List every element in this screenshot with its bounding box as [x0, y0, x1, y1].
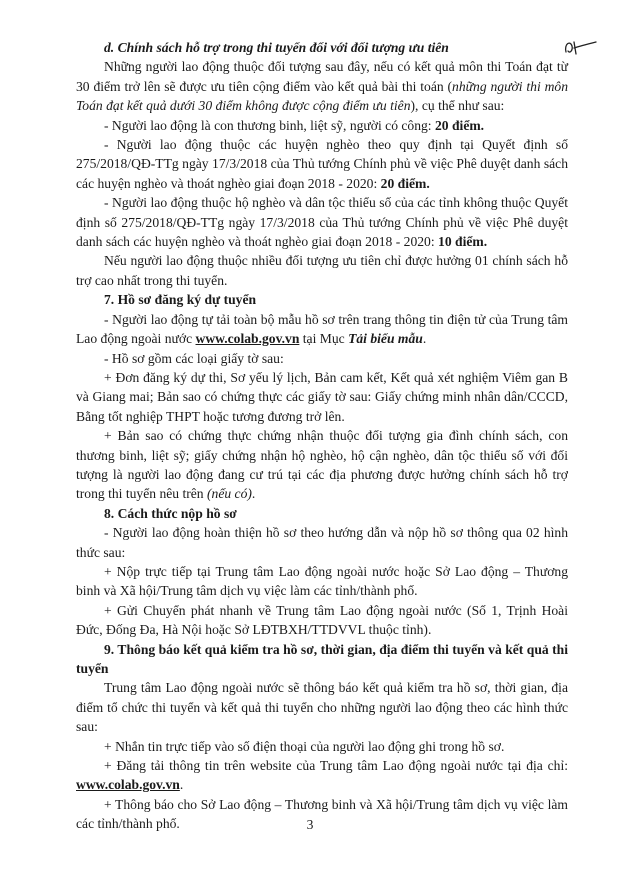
colab-website-link[interactable]: www.colab.gov.vn [195, 331, 300, 347]
section-9-heading: 9. Thông báo kết quả kiểm tra hồ sơ, thời gian, địa điểm thi tuyển và kết quả thi tuyển [76, 641, 568, 676]
section-7-docs-intro: - Hồ sơ gồm các loại giấy tờ sau: [104, 350, 284, 366]
page-number: 3 [306, 817, 314, 832]
section-7-heading: 7. Hồ sơ đăng ký dự tuyển [104, 292, 257, 308]
handwritten-signature-mark [560, 34, 600, 62]
section-d-heading: d. Chính sách hỗ trợ trong thi tuyển đối với đối tượng ưu tiên [104, 40, 449, 55]
priority-note: Nếu người lao động thuộc nhiều đối tượng ưu tiên chỉ được hưởng 01 chính sách hỗ trợ cao nhất trong thi tuyển. [76, 253, 568, 288]
priority-item-2: - Người lao động thuộc các huyện nghèo theo quy định tại Quyết định số 275/2018/QĐ-TTg ngày 17/3/2018 của Thủ tướng Chính phủ về việc Phê duyệt danh sách các huyện nghèo và thoát nghèo giai đoạn 2018 - 2020: 20 điểm. [76, 137, 568, 191]
section-7-download: - Người lao động tự tải toàn bộ mẫu hồ sơ trên trang thông tin điện tử của Trung tâm Lao động ngoài nước www.colab.gov.vn tại Mục Tải biểu mẫu. [76, 311, 568, 347]
section-8-intro: - Người lao động hoàn thiện hồ sơ theo hướng dẫn và nộp hồ sơ thông qua 02 hình thức sau: [76, 525, 568, 560]
priority-item-3: - Người lao động thuộc hộ nghèo và dân tộc thiểu số của các tỉnh không thuộc Quyết định số 275/2018/QĐ-TTg ngày 17/3/2018 của Thủ tướng Chính phủ về việc Phê duyệt danh sách các huyện nghèo và thoát nghèo giai đoạn 2018 - 2020: 10 điểm. [76, 195, 568, 250]
priority-item-1: - Người lao động là con thương binh, liệt sỹ, người có công: 20 điểm. [104, 117, 485, 133]
section-8-method-1: + Nộp trực tiếp tại Trung tâm Lao động ngoài nước hoặc Sở Lao động – Thương binh và Xã hội/Trung tâm dịch vụ việc làm các tỉnh/thành phố. [76, 563, 568, 599]
section-7-docs-list-2: + Bản sao có chứng thực chứng nhận thuộc đối tượng gia đình chính sách, con thương binh, liệt sỹ; giấy chứng nhận hộ nghèo, hộ cận nghèo, dân tộc thiểu số với đối tượng là người lao động đang cư trú tại các địa phương được hưởng chính sách hỗ trợ trong thi tuyển nêu trên (nếu có). [76, 428, 568, 502]
section-9-intro: Trung tâm Lao động ngoài nước sẽ thông báo kết quả kiểm tra hồ sơ, thời gian, địa điểm tổ chức thi tuyển và kết quả thi tuyển cho những người lao động theo các hình thức sau: [76, 680, 568, 735]
section-8-heading: 8. Cách thức nộp hồ sơ [104, 505, 237, 521]
section-9-method-3: + Thông báo cho Sở Lao động – Thương binh và Xã hội/Trung tâm dịch vụ việc làm các tỉnh/thành phố. [76, 796, 568, 832]
section-7-docs-list-1: + Đơn đăng ký dự thi, Sơ yếu lý lịch, Bản cam kết, Kết quả xét nghiệm Viêm gan B và Giang mai; Bản sao có chứng thực các giấy tờ sau: Giấy chứng minh nhân dân/CCCD, Bằng tốt nghiệp THPT hoặc tương đương trở lên. [76, 369, 568, 424]
section-8-method-2: + Gửi Chuyển phát nhanh về Trung tâm Lao động ngoài nước (Số 1, Trịnh Hoài Đức, Đống Đa, Hà Nội hoặc Sở LĐTBXH/TTDVVL thuộc tỉnh). [76, 602, 568, 638]
section-9-method-2: + Đăng tải thông tin trên website của Trung tâm Lao động ngoài nước tại địa chỉ: www.colab.gov.vn. [76, 758, 568, 793]
section-9-method-1: + Nhắn tin trực tiếp vào số điện thoại của người lao động ghi trong hồ sơ. [104, 738, 505, 754]
section-d-intro: Những người lao động thuộc đối tượng sau đây, nếu có kết quả môn thi Toán đạt từ 30 điểm trở lên sẽ được ưu tiên cộng điểm vào kết quả bài thi toán (những người thi môn Toán đạt kết quả dưới 30 điểm không được cộng điểm ưu tiên), cụ thể như sau: [76, 59, 568, 114]
colab-website-link-2[interactable]: www.colab.gov.vn [76, 777, 180, 793]
